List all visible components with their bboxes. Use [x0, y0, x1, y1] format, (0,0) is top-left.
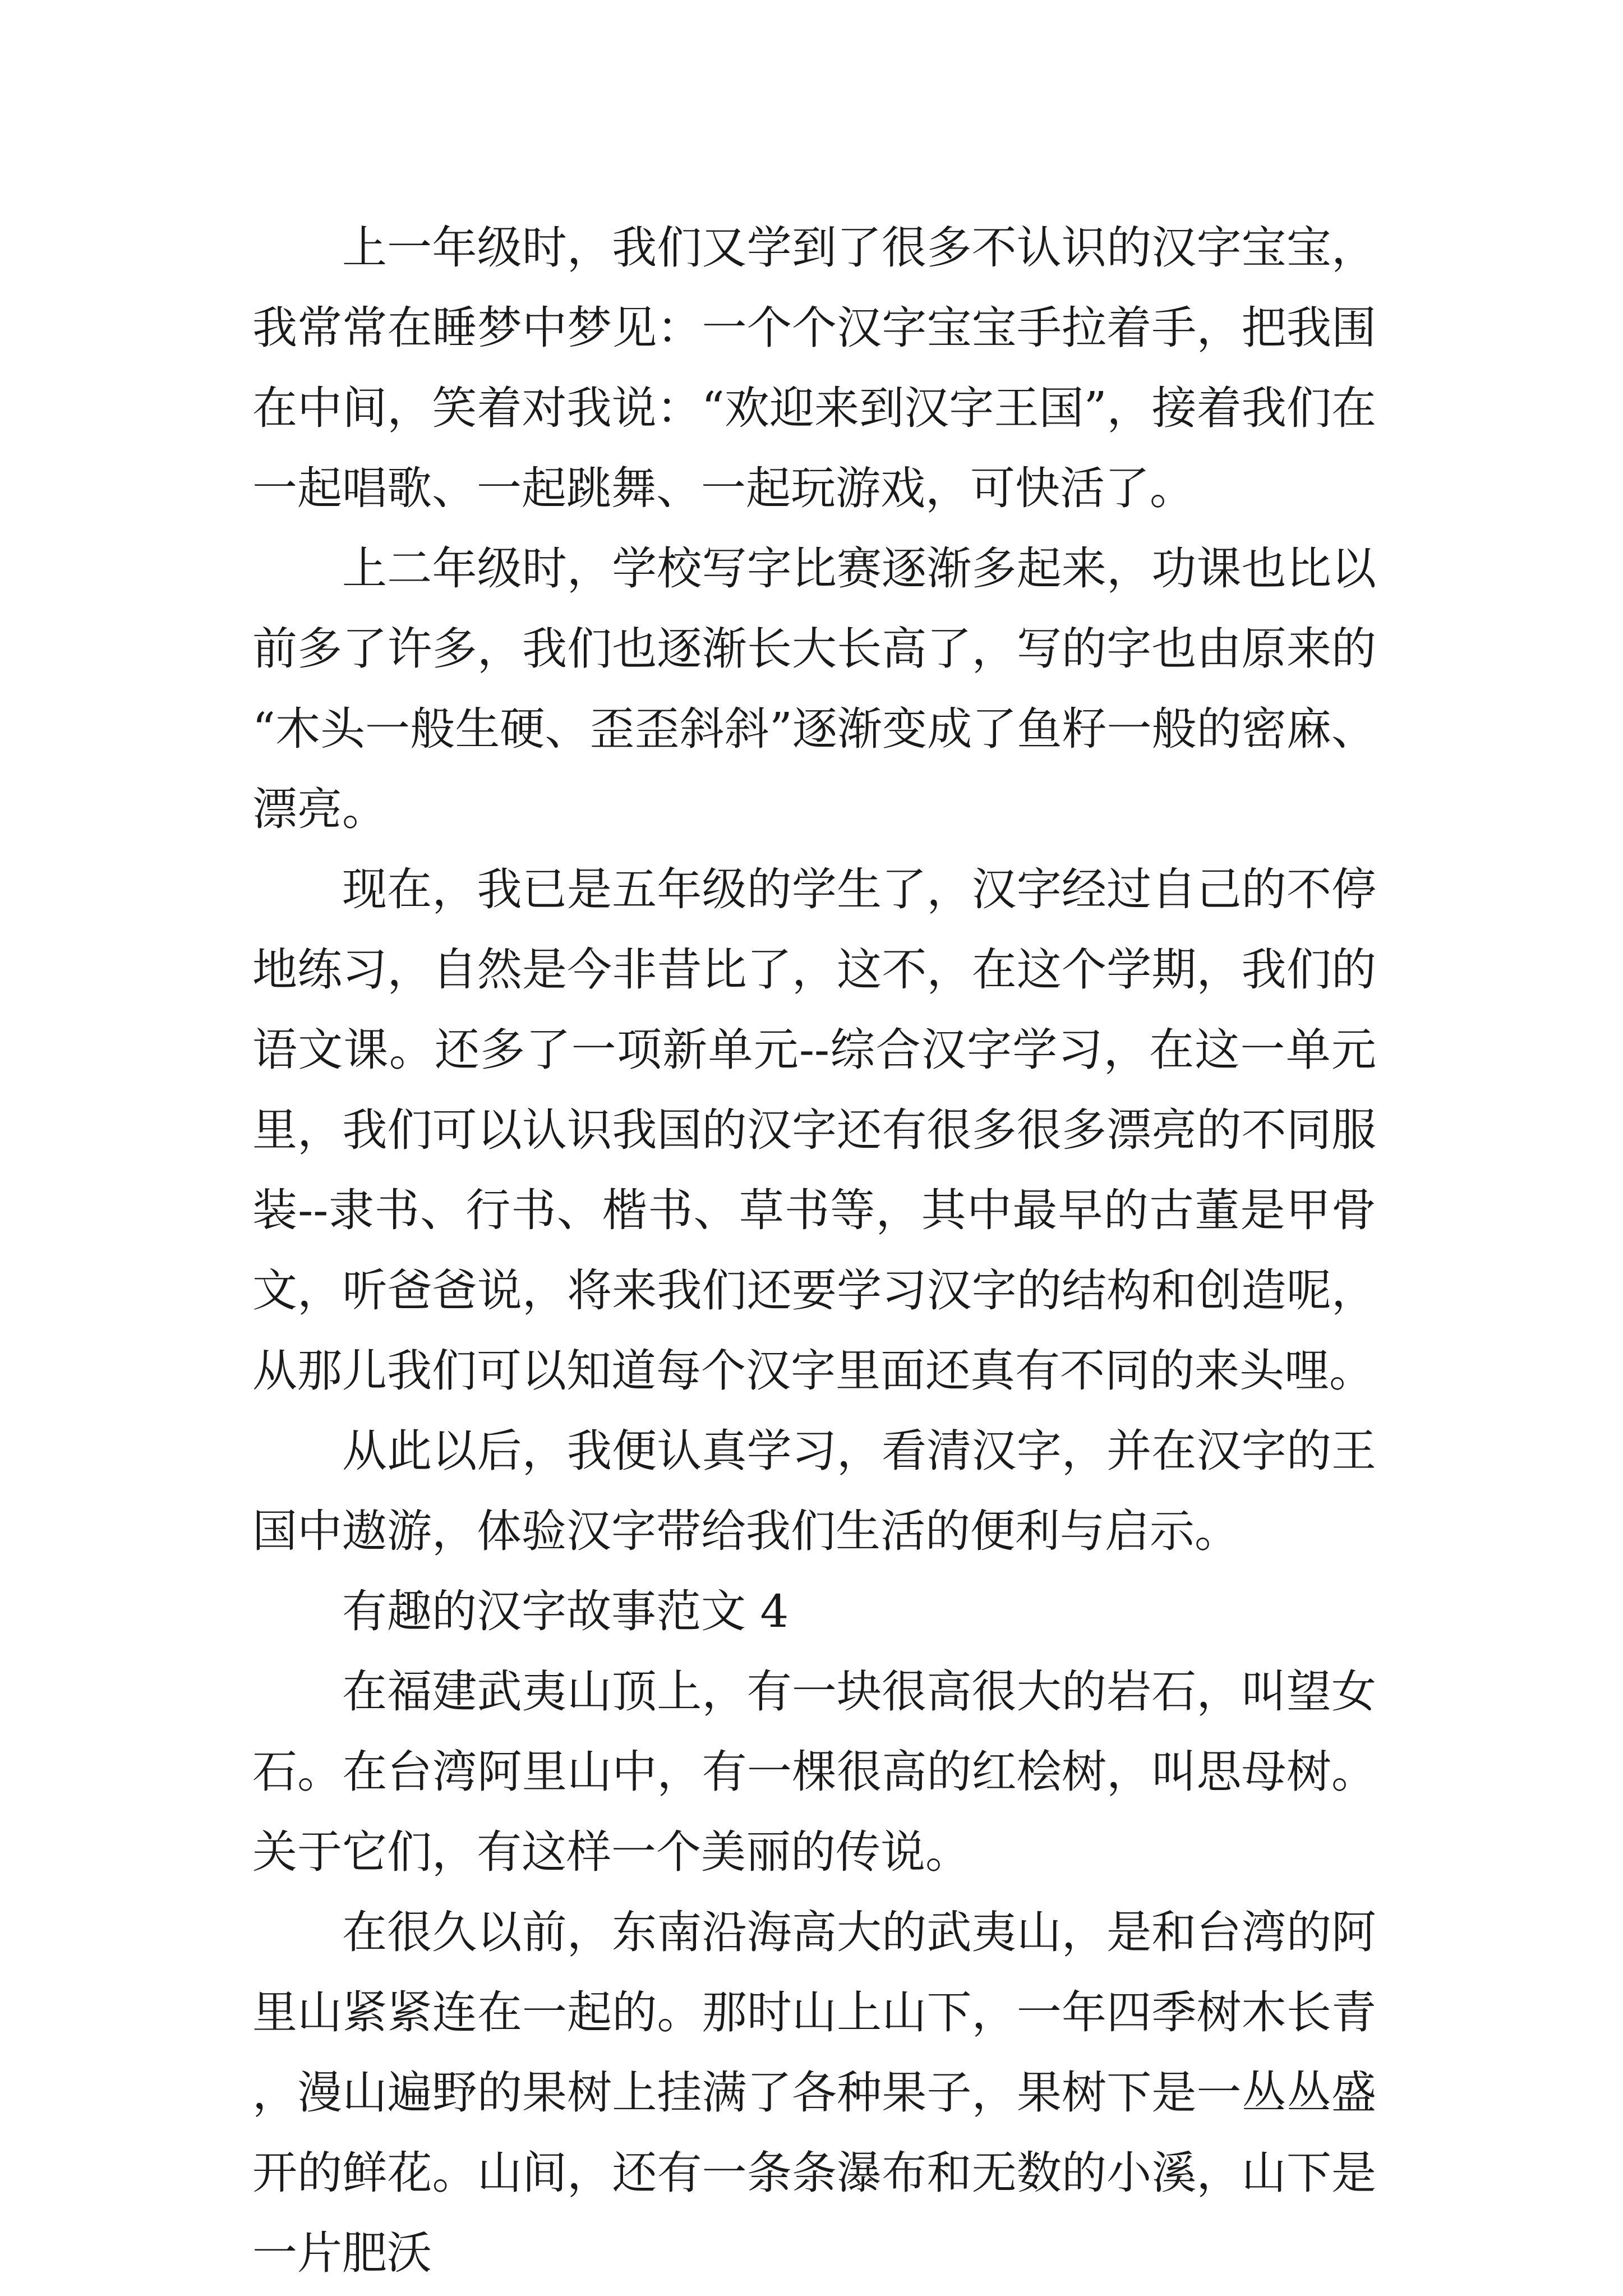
- paragraph: 在福建武夷山顶上，有一块很高很大的岩石，叫望女石。在台湾阿里山中，有一棵很高的红桧树，叫思母树。关于它们，有这样一个美丽的传说。: [252, 1665, 1376, 1878]
- paragraph: 上二年级时，学校写字比赛逐渐多起来，功课也比以前多了许多，我们也逐渐长大长高了，写的字也由原来的“木头一般生硬、歪歪斜斜”逐渐变成了鱼籽一般的密麻、漂亮。: [252, 542, 1376, 835]
- paragraph: 在很久以前，东南沿海高大的武夷山，是和台湾的阿里山紧紧连在一起的。那时山上山下，一年四季树木长青，漫山遍野的果树上挂满了各种果子，果树下是一丛丛盛开的鲜花。山间，还有一条条瀑布和无数的小溪，山下是一片肥沃: [252, 1906, 1376, 2279]
- section-heading: 有趣的汉字故事范文 4: [342, 1585, 789, 1637]
- paragraph: 现在，我已是五年级的学生了，汉字经过自己的不停地练习，自然是今非昔比了，这不，在这个学期，我们的语文课。还多了一项新单元--综合汉字学习，在这一单元里，我们可以认识我国的汉字还有很多很多漂亮的不同服装--隶书、行书、楷书、草书等，其中最早的古董是甲骨文，听爸爸说，将来我们还要学习汉字的结构和创造呢，从那儿我们可以知道每个汉字里面还真有不同的来头哩。: [252, 863, 1376, 1397]
- paragraph: 从此以后，我便认真学习，看清汉字，并在汉字的王国中遨游，体验汉字带给我们生活的便利与启示。: [252, 1425, 1376, 1557]
- document-body: [252, 208, 1376, 2293]
- paragraph: 上一年级时，我们又学到了很多不认识的汉字宝宝，我常常在睡梦中梦见：一个个汉字宝宝手拉着手，把我围在中间，笑着对我说：“欢迎来到汉字王国”，接着我们在一起唱歌、一起跳舞、一起玩游戏，可快活了。: [252, 222, 1376, 514]
